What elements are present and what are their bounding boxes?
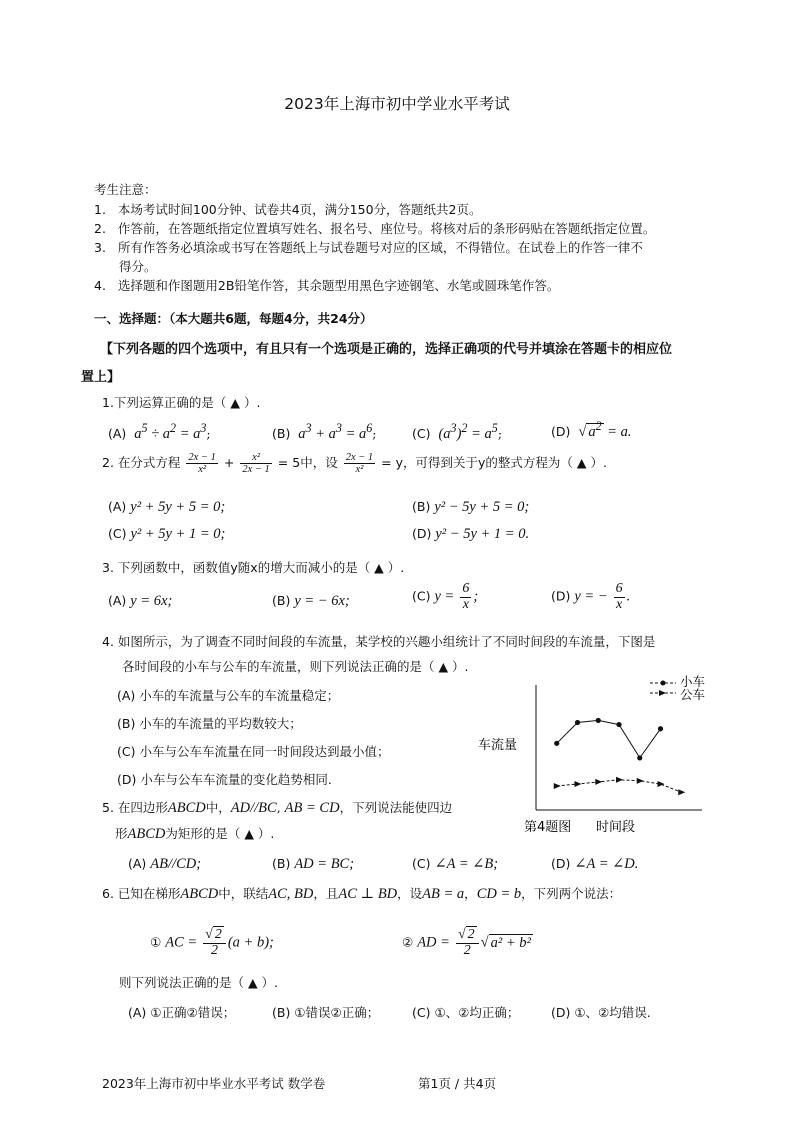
q3-stem: 3. 下列函数中，函数值y随x的增大而减小的是（ ▲ ）. <box>102 560 405 575</box>
x-axis-label: 时间段 <box>596 820 636 835</box>
footer-page-number: 第1页 / 共4页 <box>418 1076 497 1091</box>
q3-option-c: (C) y = $\frac{6}{x}$ ; <box>412 581 479 612</box>
q1-option-a: (A) $a^5 \div a^2 = a^3$; <box>108 421 211 442</box>
q1-option-b: (B) $a^3 + a^3 = a^6$; <box>272 421 377 442</box>
q1-stem: 1.下列运算正确的是（ ▲ ）. <box>102 395 261 410</box>
car-point-1 <box>575 720 580 725</box>
section-instructions-1: 【下列各题的四个选项中，有且只有一个选项是正确的，选择正确项的代号并填涂在答题卡的相应位 <box>100 342 673 357</box>
q6-stem: 6. 已知在梯形ABCD中，联结AC, BD，且AC ⊥ BD，设AB = a，CD = b，下列两个说法： <box>102 886 622 902</box>
exam-title: 2023年上海市初中学业水平考试 <box>284 95 510 113</box>
notice-item-3: 3. 所有作答务必填涂或书写在答题纸上与试卷题号对应的区域，不得错位。在试卷上的作答一律不 <box>94 240 643 255</box>
legend-car-marker <box>661 681 666 686</box>
car-point-2 <box>596 718 601 723</box>
car-point-0 <box>554 741 559 746</box>
footer-exam-name: 2023年上海市初中毕业水平考试 数学卷 <box>102 1076 326 1091</box>
q5-option-a: (A) AB//CD; <box>128 856 202 872</box>
bus-point-0 <box>554 783 561 789</box>
q6-claim-1: ① AC = $\frac{√ 2}{2}$ (a + b); <box>150 927 274 958</box>
q2-fraction-1: $\frac{2x - 1}{\text{x²}}$ <box>188 452 216 476</box>
q4-stem-line2: 各时间段的小车与公车的车流量，则下列说法正确的是（ ▲ ）. <box>122 659 469 674</box>
legend-bus-label: 公车 <box>680 687 706 702</box>
notice-item-1: 1. 本场考试时间100分钟、试卷共4页，满分150分，答题纸共2页。 <box>94 202 482 217</box>
q6-option-a: (A) ①正确②错误； <box>128 1005 236 1020</box>
q6-option-b: (B) ①错误②正确； <box>272 1005 380 1020</box>
section-instructions-2: 置上】 <box>81 370 121 385</box>
bus-point-3 <box>616 777 623 783</box>
q1-option-c: (C) $(a^3)^2 = a^5$; <box>412 421 503 442</box>
legend <box>650 674 706 702</box>
q2-option-a: (A) y² + 5y + 5 = 0; <box>108 499 226 515</box>
q2-fraction-2: $\frac{\text{x²}}{2x - 1}$ <box>242 452 270 476</box>
y-axis-label: 车流量 <box>478 738 518 753</box>
car-point-4 <box>637 755 642 760</box>
bus-point-5 <box>658 781 665 787</box>
q4-option-d: (D) 小车与公车车流量的变化趋势相同. <box>117 772 332 787</box>
q3-option-b: (B) y = − 6x; <box>272 593 350 609</box>
notice-heading: 考生注意： <box>94 182 157 197</box>
bus-point-2 <box>595 779 602 785</box>
q5-option-b: (B) AD = BC; <box>272 856 355 872</box>
bus-point-4 <box>637 778 644 784</box>
series-line-0 <box>557 720 661 758</box>
q2-option-c: (C) y² + 5y + 1 = 0; <box>108 526 226 542</box>
q5-option-c: (C) ∠A = ∠B; <box>412 856 499 872</box>
q6-conclusion: 则下列说法正确的是（ ▲ ）. <box>119 975 279 990</box>
q3-option-d: (D) y = − $\frac{6}{x}$ . <box>551 581 631 612</box>
notice-item-4: 4. 选择题和作图题用2B铅笔作答，其余题型用黑色字迹钢笔、水笔或圆珠笔作答。 <box>94 278 560 293</box>
q1-option-d: (D) √ $a^2 = a$. <box>551 419 632 440</box>
notice-item-3-cont: 得分。 <box>119 259 157 274</box>
q2-option-d: (D) y² − 5y + 1 = 0. <box>412 526 530 542</box>
q5-stem-line2: 形ABCD为矩形的是（ ▲ ）. <box>115 826 275 842</box>
q5-option-d: (D) ∠A = ∠D. <box>551 856 639 872</box>
q4-option-a: (A) 小车的车流量与公车的车流量稳定； <box>117 688 340 703</box>
car-point-3 <box>616 722 621 727</box>
q3-option-a: (A) y = 6x; <box>108 593 173 609</box>
bus-point-6 <box>678 789 685 795</box>
q6-claim-2: ② AD = $\frac{√ 2}{2}$ √ a² + b² <box>402 927 531 958</box>
legend-car-label: 小车 <box>680 674 706 689</box>
plot-area <box>554 718 686 795</box>
notice-item-2: 2. 作答前，在答题纸指定位置填写姓名、报名号、座位号。将核对后的条形码贴在答题纸指定位置。 <box>94 221 656 236</box>
q4-stem-line1: 4. 如图所示，为了调查不同时间段的车流量，某学校的兴趣小组统计了不同时间段的车流量，下图是 <box>102 634 656 649</box>
q4-option-c: (C) 小车与公车车流量在同一时间段达到最小值； <box>117 744 390 759</box>
q4-traffic-chart <box>470 665 720 840</box>
q2-stem: 2. 在分式方程 $\frac{2x - 1}{\text{x²}}$ + $\frac{\text{x²}}{2x - 1}$ = 5中，设 $\frac{2x - 1}{\text{x²}}$ = y，可得到关于y的整式方程为（ ▲ ）. <box>102 452 607 476</box>
q2-fraction-3: $\frac{2x - 1}{\text{x²}}$ <box>345 452 374 476</box>
legend-bus-marker <box>659 690 666 696</box>
figure-caption: 第4题图 <box>524 820 572 835</box>
bus-point-1 <box>575 781 582 787</box>
section-heading: 一、选择题：（本大题共6题，每题4分，共24分） <box>94 311 373 326</box>
q2-option-b: (B) y² − 5y + 5 = 0; <box>412 499 530 515</box>
car-point-5 <box>658 726 663 731</box>
q6-option-d: (D) ①、②均错误. <box>551 1005 651 1020</box>
q4-option-b: (B) 小车的车流量的平均数较大； <box>117 716 302 731</box>
q6-option-c: (C) ①、②均正确； <box>412 1005 520 1020</box>
q5-stem-line1: 5. 在四边形ABCD中，AD//BC, AB = CD，下列说法能使四边 <box>102 800 453 816</box>
